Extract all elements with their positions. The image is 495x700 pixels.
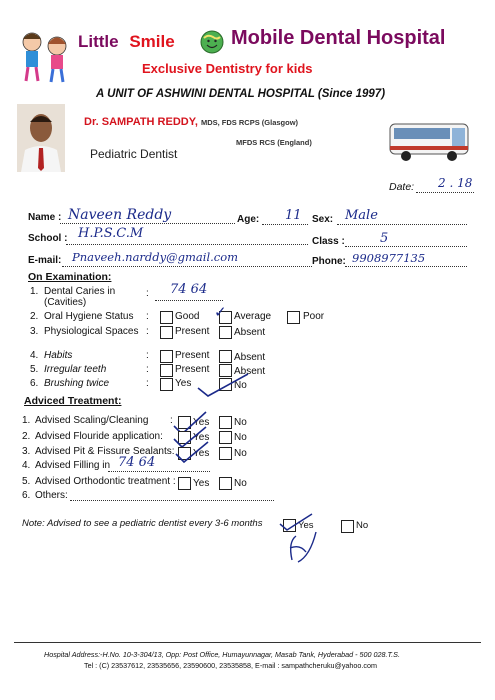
school-value: H.P.S.C.M xyxy=(78,226,144,241)
tick-average-icon: ✓ xyxy=(214,303,227,321)
option-good: Good xyxy=(175,311,200,322)
option-brushing-no: No xyxy=(234,380,247,391)
exam-colon-4: : xyxy=(146,350,149,361)
exam-label-1: Dental Caries in (Cavities) xyxy=(44,286,116,308)
checkbox-good[interactable] xyxy=(160,311,173,324)
footer-address: Hospital Address:-H.No. 10-3-304/13, Opp: Post Office, Humayunnagar, Masab Tank, Hyderabad - 500 028.T.S. xyxy=(44,650,400,659)
brand-little: Little xyxy=(78,32,119,51)
filling-line xyxy=(108,471,210,472)
exam-num-3: 3. xyxy=(30,326,39,337)
exam-colon-1: : xyxy=(146,288,149,299)
treat-num-2: 2. xyxy=(22,431,31,442)
doctor-name-row xyxy=(84,116,298,128)
name-line xyxy=(60,223,235,224)
option-habits-present: Present xyxy=(175,350,210,361)
others-line xyxy=(70,500,274,501)
phone-line xyxy=(345,266,467,267)
treat-num-5: 5. xyxy=(22,476,31,487)
checkbox-sealants-no[interactable] xyxy=(219,447,232,460)
sex-label: Sex: xyxy=(312,214,334,225)
doctor-qual2: MFDS RCS (England) xyxy=(236,138,312,147)
treat-label-3: Advised Pit & Fissure Sealants: xyxy=(35,446,175,457)
exam-num-4: 4. xyxy=(30,350,39,361)
exam-label-3: Physiological Spaces xyxy=(44,326,139,337)
option-ortho-no: No xyxy=(234,478,247,489)
option-spaces-absent: Absent xyxy=(234,327,266,338)
option-scaling-yes: Yes xyxy=(193,417,210,428)
checkbox-ortho-yes[interactable] xyxy=(178,477,191,490)
checkbox-habits-present[interactable] xyxy=(160,350,173,363)
checkbox-spaces-absent[interactable] xyxy=(219,326,232,339)
treatment-heading: Adviced Treatment: xyxy=(24,395,122,407)
option-scaling-no: No xyxy=(234,417,247,428)
note-text: Note: Advised to see a pediatric dentist every 3-6 months xyxy=(22,518,263,529)
checkbox-irregular-present[interactable] xyxy=(160,364,173,377)
tagline: Exclusive Dentistry for kids xyxy=(142,61,313,76)
age-value: 11 xyxy=(285,208,302,223)
class-label: Class : xyxy=(312,236,345,247)
school-label: School : xyxy=(28,233,68,244)
phone-label: Phone: xyxy=(312,256,346,267)
exam-label-2: Oral Hygiene Status xyxy=(44,311,134,322)
brand-smile: Smile xyxy=(129,32,175,51)
unit-line: A UNIT OF ASHWINI DENTAL HOSPITAL (Since 1997) xyxy=(96,88,386,100)
exam-num-5: 5. xyxy=(30,364,39,375)
exam-colon-3: : xyxy=(146,326,149,337)
exam-num-6: 6. xyxy=(30,378,39,389)
option-note-no: No xyxy=(356,520,369,531)
checkbox-scaling-no[interactable] xyxy=(219,416,232,429)
treat-num-4: 4. xyxy=(22,460,31,471)
date-line xyxy=(416,192,474,193)
option-spaces-present: Present xyxy=(175,326,210,337)
mobile-bus-icon xyxy=(388,116,474,166)
treat-colon-1: : xyxy=(170,415,173,426)
name-label: Name : xyxy=(28,212,62,223)
sex-value: Male xyxy=(345,208,378,223)
option-sealants-no: No xyxy=(234,448,247,459)
exam-colon-2: : xyxy=(146,311,149,322)
age-line xyxy=(262,224,308,225)
treat-label-6: Others: xyxy=(35,490,68,501)
name-value: Naveen Reddy xyxy=(68,207,172,223)
phone-value: 9908977135 xyxy=(352,251,426,265)
signature-scribble xyxy=(280,522,326,568)
tick-brushing-no-icon xyxy=(192,370,252,400)
option-sealants-yes: Yes xyxy=(193,448,210,459)
email-line xyxy=(62,266,312,267)
exam-label-4: Habits xyxy=(44,350,73,361)
checkbox-brushing-yes[interactable] xyxy=(160,378,173,391)
exam-colon-6: : xyxy=(146,378,149,389)
checkbox-habits-absent[interactable] xyxy=(219,350,232,363)
footer-divider xyxy=(14,642,481,643)
exam-label-5: Irregular teeth xyxy=(44,364,107,375)
tick-sealants-yes-icon xyxy=(172,440,212,470)
option-fluoride-no: No xyxy=(234,432,247,443)
treat-label-2: Advised Flouride application: xyxy=(35,431,163,442)
treat-num-1: 1. xyxy=(22,415,31,426)
option-habits-absent: Absent xyxy=(234,352,266,363)
treat-label-4: Advised Filling in xyxy=(35,460,111,471)
treat-num-6: 6. xyxy=(22,490,31,501)
doctor-name: Dr. SAMPATH REDDY, xyxy=(84,116,198,128)
date-value: 2 . 18 xyxy=(438,176,473,190)
exam-value-1: 74 64 xyxy=(170,282,208,297)
checkbox-ortho-no[interactable] xyxy=(219,477,232,490)
exam-label-6: Brushing twice xyxy=(44,378,110,389)
treat-label-5: Advised Orthodontic treatment : xyxy=(35,476,176,487)
treat-value-4: 74 64 xyxy=(118,455,156,470)
age-label: Age: xyxy=(237,214,260,225)
class-line xyxy=(345,246,467,247)
email-label: E-mail: xyxy=(28,255,62,266)
email-value: Pnaveeh.narddy@gmail.com xyxy=(72,250,239,264)
kids-logo-icon xyxy=(10,26,80,86)
sex-line xyxy=(337,224,467,225)
checkbox-spaces-present[interactable] xyxy=(160,326,173,339)
option-note-yes: Yes xyxy=(298,520,314,531)
option-irregular-present: Present xyxy=(175,364,210,375)
doctor-photo xyxy=(17,104,65,172)
date-label: Date: xyxy=(389,181,415,193)
treat-num-3: 3. xyxy=(22,446,31,457)
option-ortho-yes: Yes xyxy=(193,478,210,489)
doctor-qual1: MDS, FDS RCPS (Glasgow) xyxy=(200,118,299,127)
option-brushing-yes: Yes xyxy=(175,378,192,389)
exam-colon-5: : xyxy=(146,364,149,375)
doctor-role: Pediatric Dentist xyxy=(90,147,178,161)
exam-num-1: 1. xyxy=(30,286,39,297)
option-irregular-absent: Absent xyxy=(234,366,266,377)
option-average: Average xyxy=(234,311,272,322)
class-value: 5 xyxy=(380,231,389,246)
exam-heading: On Examination: xyxy=(28,271,112,283)
exam-num-2: 2. xyxy=(30,311,39,322)
checkbox-fluoride-no[interactable] xyxy=(219,431,232,444)
option-poor: Poor xyxy=(303,311,325,322)
brand-hospital: Mobile Dental Hospital xyxy=(231,27,446,49)
option-fluoride-yes: Yes xyxy=(193,432,210,443)
footer-contact: Tel : (C) 23537612, 23535656, 23590600, 23535858, E-mail : sampathcheruku@yahoo.com xyxy=(84,661,377,670)
checkbox-poor[interactable] xyxy=(287,311,300,324)
school-line xyxy=(66,244,308,245)
treat-label-1: Advised Scaling/Cleaning xyxy=(35,415,149,426)
exam-line-1 xyxy=(155,300,223,301)
checkbox-note-no[interactable] xyxy=(341,520,354,533)
smiley-globe-icon xyxy=(199,29,225,55)
